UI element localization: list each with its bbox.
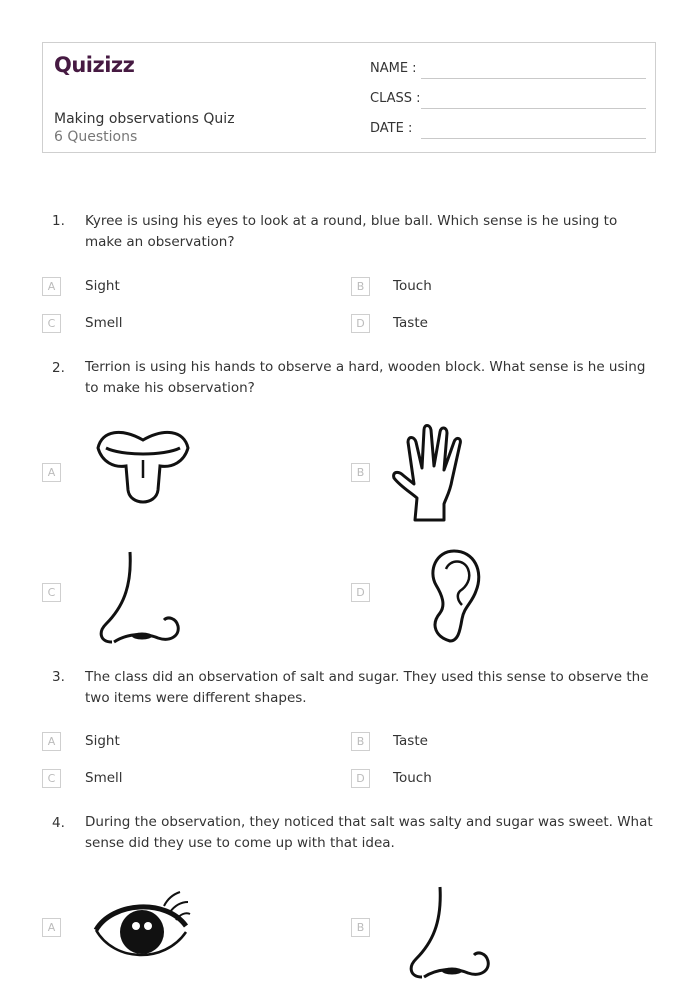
nose-image [92,548,187,648]
date-label: DATE : [370,121,413,136]
option-letter-box[interactable]: A [42,918,61,937]
question-number: 1. [52,213,65,229]
question-text: During the observation, they noticed that salt was salty and sugar was sweet. What sense did they use to come up with that idea. [85,814,653,851]
nose-image [402,883,497,983]
class-label: CLASS : [370,91,421,106]
quizizz-logo: Quizizz [54,53,135,77]
question-text: The class did an observation of salt and sugar. They used this sense to observe the two items were different shapes. [85,669,649,706]
option-text: Smell [85,770,123,786]
question-number: 3. [52,669,65,685]
option-letter-box[interactable]: C [42,314,61,333]
option-letter-box[interactable]: D [351,583,370,602]
worksheet-header [42,42,656,153]
option-text: Touch [393,278,432,294]
option-letter-box[interactable]: C [42,583,61,602]
tongue-image [88,420,198,520]
option-letter-box[interactable]: D [351,769,370,788]
date-line [421,138,646,139]
question-count: 6 Questions [54,129,138,145]
option-letter-box[interactable]: B [351,918,370,937]
option-letter-box[interactable]: B [351,463,370,482]
option-text: Smell [85,315,123,331]
hand-image [390,420,480,525]
option-letter-box[interactable]: C [42,769,61,788]
option-text: Taste [393,315,428,331]
class-line [421,108,646,109]
option-letter-box[interactable]: A [42,277,61,296]
name-line [421,78,646,79]
option-text: Touch [393,770,432,786]
option-text: Sight [85,278,120,294]
option-letter-box[interactable]: A [42,732,61,751]
ear-image [420,545,490,645]
question-text: Kyree is using his eyes to look at a round, blue ball. Which sense is he using to make an observation? [85,213,618,250]
option-letter-box[interactable]: A [42,463,61,482]
option-text: Sight [85,733,120,749]
quiz-title: Making observations Quiz [54,111,235,127]
option-letter-box[interactable]: B [351,277,370,296]
option-text: Taste [393,733,428,749]
option-letter-box[interactable]: B [351,732,370,751]
option-letter-box[interactable]: D [351,314,370,333]
question-number: 4. [52,815,65,831]
question-number: 2. [52,360,65,376]
name-label: NAME : [370,61,417,76]
eye-image [92,876,192,971]
question-text: Terrion is using his hands to observe a hard, wooden block. What sense is he using to make his observation? [85,359,646,396]
